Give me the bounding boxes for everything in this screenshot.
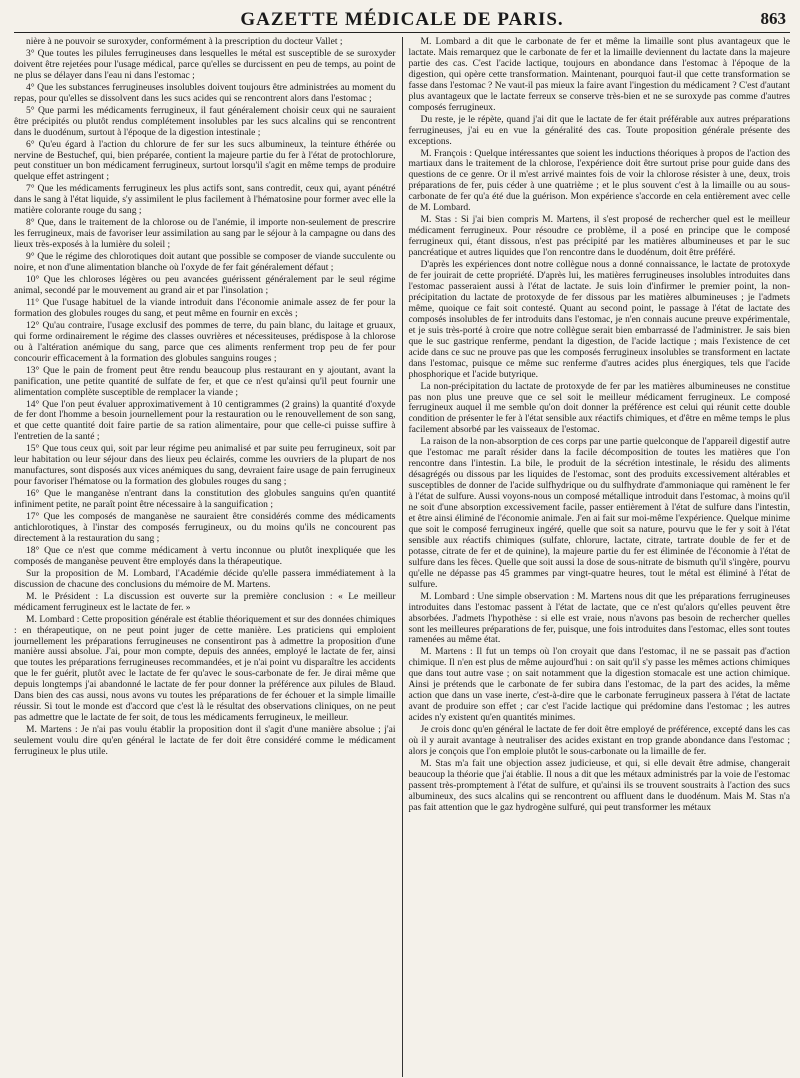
- paragraph: Du reste, je le répète, quand j'ai dit que le lactate de fer était préférable aux autres préparations ferrugineuses, j'ai eu en vue la généralité des cas. Toute proposition générale présente des exceptions.: [408, 113, 790, 147]
- paragraph: M. le Président : La discussion est ouverte sur la première conclusion : « Le meilleur médicament ferrugineux est le lactate de fer. »: [14, 590, 396, 613]
- right-column: [403, 37, 791, 1077]
- paragraph: 11° Que l'usage habituel de la viande introduit dans l'économie animale assez de fer pour la formation des globules rouges du sang, et peut même en fournir en excès ;: [14, 296, 396, 319]
- paragraph: 10° Que les chloroses légères ou peu avancées guérissent généralement par le seul régime animal, secondé par le mouvement au grand air et par l'insolation ;: [14, 274, 396, 296]
- paragraph: 15° Que tous ceux qui, soit par leur régime peu animalisé et par suite peu ferrugineux, soit par leur habitation ou leur séjour dans des lieux peu éclairés, comme les ouvriers de la plupart de nos manufactures, sont disposés aux vices anémiques du sang, devraient faire usage de pain ferrugineux pour favoriser l'hématose ou la formation des globules rouges du sang ;: [14, 443, 396, 488]
- page-number: 863: [760, 9, 786, 28]
- paragraph: 9° Que le régime des chlorotiques doit autant que possible se composer de viande succulente ou noire, et non d'une alimentation blanche où l'oxyde de fer fait généralement défaut ;: [14, 251, 396, 274]
- paragraph: 14° Que l'on peut évaluer approximativement à 10 centigrammes (2 grains) la quantité d'oxyde de fer dont l'homme a besoin journellement pour la restauration ou le renouvellement de son sang, et que cette quantité doit faire partie de sa ration alimentaire, pour que celle-ci puisse suffire à l'entretien de la santé ;: [14, 398, 396, 443]
- paragraph: M. Lombard : Cette proposition générale est établie théoriquement et sur des données chimiques : en thérapeutique, on ne peut point juger de cette manière. Les praticiens qui emploient journellement les préparations ferrugineuses ne consentiront pas à admettre la proposition d'une manière aussi absolue. J'ai, pour mon compte, depuis des années, employé le lactate de fer, ainsi que toutes les préparations ferrugineuses recommandées, et je n'ai point vu disparaître les accidents que le fer guérit, plutôt avec le lactate de fer qu'avec le sous-carbonate de fer. Je dirai même que depuis longtemps j'ai abandonné le lactate de fer pour donner la préférence aux pilules de Blaud. Dans bien des cas aussi, nous avons vu toutes les préparations de fer échouer et la simple limaille réussir. Si tout le monde est d'accord que c'est là le résultat des observations cliniques, on ne peut pas admettre que le lactate de fer soit, de tous les médicaments ferrugineux, le meilleur.: [14, 613, 396, 724]
- running-title: GAZETTE MÉDICALE DE PARIS.: [240, 9, 564, 30]
- paragraph: 13° Que le pain de froment peut être rendu beaucoup plus restaurant en y ajoutant, avant la panification, une petite quantité de sulfate de fer, et que ce n'est qu'ainsi qu'il peut fournir une alimentation complète susceptible de remplacer la viande ;: [14, 364, 396, 398]
- running-header: [14, 6, 790, 33]
- paragraph: D'après les expériences dont notre collègue nous a donné connaissance, le lactate de protoxyde de fer jouirait de cette propriété. D'après lui, les matières ferrugineuses insolubles introduites dans l'estomac passeraient aussi à l'état de lactate. Je suis loin d'infirmer le premier point, la non-précipitation du lactate de protoxyde de fer dissous par les matières albumineuses ; je l'admets même, quoique ce fait soit contesté. Quant au second point, le passage à l'état de lactate des composés insolubles de fer introduits dans l'estomac, je n'en connais aucune preuve expérimentale, et je suis très-porté à croire que notre collègue serait bien embarrassé de l'administrer. Je sais bien que le suc gastrique renferme, pendant la digestion, de l'acide lactique ; mais l'existence de cet acide dans ce suc ne prouve pas que les composés ferrugineux insolubles se transforment en lactate dans l'estomac, puisque ce même suc renferme d'autres acides plus énergiques, tels que l'acide phosphorique et l'acide butyrique.: [408, 259, 790, 380]
- two-column-body: [14, 37, 790, 1077]
- paragraph: M. François : Quelque intéressantes que soient les inductions théoriques à propos de l'action des martiaux dans le traitement de la chlorose, l'expérience doit être surtout prise pour guide dans des questions de ce genre. Or il m'est arrivé maintes fois de voir la chlorose résister à une, deux, trois préparations de fer, puis céder à une quatrième ; et le plus souvent c'est à la limaille ou au sous-carbonate de fer qu'a été due la guérison. Mon expérience s'accorde en cela entièrement avec celle de M. Lombard.: [408, 147, 790, 214]
- paragraph: 7° Que les médicaments ferrugineux les plus actifs sont, sans contredit, ceux qui, ayant pénétré dans le sang à l'état liquide, s'y assimilent le plus facilement à l'hématosine pour former avec elle la matière colorante rouge du sang ;: [14, 183, 396, 217]
- paragraph: M. Martens : Je n'ai pas voulu établir la proposition dont il s'agit d'une manière absolue ; j'ai seulement voulu dire qu'en général le lactate de fer doit être considéré comme le médicament ferrugineux le plus utile.: [14, 724, 396, 758]
- paragraph: Sur la proposition de M. Lombard, l'Académie décide qu'elle passera immédiatement à la discussion de chacune des conclusions du mémoire de M. Martens.: [14, 567, 396, 590]
- paragraph: 5° Que parmi les médicaments ferrugineux, il faut généralement choisir ceux qui ne sauraient être précipités ou plutôt rendus complétement insolubles par les sucs alcalins qui se rencontrent dans le duodénum, surtout à l'époque de la digestion intestinale ;: [14, 104, 396, 138]
- paragraph: Je crois donc qu'en général le lactate de fer doit être employé de préférence, excepté dans les cas où il y aurait avantage à neutraliser des acides existant en trop grande abondance dans l'estomac ; alors je conçois que l'on emploie plutôt le sous-carbonate ou la limaille de fer.: [408, 724, 790, 757]
- paragraph: 4° Que les substances ferrugineuses insolubles doivent toujours être administrées au moment du repas, pour qu'elles se dissolvent dans les sucs acides qui se rencontrent alors dans l'estomac ;: [14, 81, 396, 104]
- paragraph: 6° Qu'eu égard à l'action du chlorure de fer sur les sucs albumineux, la teinture éthérée ou nervine de Bestuchef, qui, bien préparée, contient la majeure partie du fer à l'état de protochlorure, peut constituer un bon médicament ferrugineux, surtout lorsqu'il s'agit en même temps de produire quelque effet astringent ;: [14, 138, 396, 183]
- paragraph: La non-précipitation du lactate de protoxyde de fer par les matières albumineuses ne constitue pas non plus une preuve que ce sel soit le meilleur médicament ferrugineux. Le composé ferrugineux auquel il me semble qu'on doit donner la préférence est celui qui réunit cette double condition de présenter le fer à l'état sensible aux réactifs chimiques, et d'être en même temps le plus facilement absorbé par les vaisseaux de l'estomac.: [408, 380, 790, 436]
- paragraph: M. Martens : Il fut un temps où l'on croyait que dans l'estomac, il ne se passait pas d'action chimique. Il n'en est plus de même aujourd'hui : on sait qu'il s'y passe les mêmes actions chimiques que dans tout autre vase ; on sait notamment que la digestion stomacale est une action chimique. Ainsi je prétends que le carbonate de fer subira dans l'estomac, de la part des acides, la même action que dans un vase inerte, c'est-à-dire que le carbonate ferrugineux passera à l'état de lactate avant de produire son effet ; car c'est l'acide lactique qui prédomine dans l'estomac ; les autres acides n'y existent qu'en quantités minimes.: [408, 646, 790, 724]
- paragraph: La raison de la non-absorption de ces corps par une partie quelconque de l'appareil digestif autre que l'estomac me paraît résider dans la facile décomposition de toutes les matières que l'on rencontre dans l'intestin. La bile, le produit de la sécrétion intestinale, le résidu des aliments désagrégés ou dissous par les liquides de l'estomac, sont des produits excessivement altérables et susceptibles de donner de l'acide sulfhydrique ou du sulfhydrate d'ammoniaque qui ramènent le fer à l'état de sulfure. Aussi voyons-nous un composé métallique introduit dans l'estomac, à moins qu'il ne soit d'une absorption excessivement facile, passer entièrement à l'état de sulfure dans l'intestin, et être ainsi éliminé de l'économie animale. J'en ai fait sur moi-même l'expérience. Quelque minime que soit le composé ferrugineux ingéré, quelle que soit sa nature, pourvu que le fer y soit à l'état sensible aux réactifs chimiques (sulfate, chlorure, lactate, citrate, tartrate double de fer et de potasse, citrate de fer et de quinine), la majeure partie du fer est éliminée de l'économie à l'état de sulfure dans les fèces. Quelle que soit aussi la dose de sous-nitrate de bismuth qu'il s'ingère, pourvu qu'elle ne dépasse pas 45 grammes par vingt-quatre heures, tout le métal est éliminé à l'état de sulfure.: [408, 436, 790, 590]
- paragraph: nière à ne pouvoir se suroxyder, conformément à la prescription du docteur Vallet ;: [26, 37, 343, 47]
- paragraph: 16° Que le manganèse n'entrant dans la constitution des globules sanguins qu'en quantité infiniment petite, ne paraît point être nécessaire à la sanguification ;: [14, 488, 396, 511]
- paragraph: M. Stas m'a fait une objection assez judicieuse, et qui, si elle devait être admise, changerait beaucoup la théorie que j'ai établie. Il nous a dit que les métaux administrés par la voie de l'estomac passent très-promptement à l'état de sulfure, et qu'ainsi ils se trouvent soustraits à l'action des sucs albumineux, des sucs alcalins qui se rencontrent ou affluent dans le duodénum. Mais M. Stas n'a pas fait attention que le gaz hydrogène sulfuré, qui peut transformer les métaux: [408, 757, 790, 813]
- paragraph: 17° Que les composés de manganèse ne sauraient être considérés comme des médicaments antichlorotiques, à l'instar des composés ferrugineux, ou du moins qu'ils ne concourent pas directement à la restauration du sang ;: [14, 511, 396, 544]
- paragraph: 8° Que, dans le traitement de la chlorose ou de l'anémie, il importe non-seulement de prescrire les ferrugineux, mais de favoriser leur assimilation au sang par le séjour à la campagne ou dans des lieux très-exposés à la lumière du soleil ;: [14, 217, 396, 251]
- paragraph: 18° Que ce n'est que comme médicament à vertu inconnue ou plutôt inexpliquée que les composés de manganèse peuvent être employés dans la thérapeutique.: [14, 544, 396, 567]
- paragraph: M. Stas : Si j'ai bien compris M. Martens, il s'est proposé de rechercher quel est le meilleur médicament ferrugineux. Pour résoudre ce problème, il a posé en principe que le composé ferrugineux qui, étant dissous, n'est pas précipité par les matières albumineuses et par le suc pancréatique et autres liquides que l'on rencontre dans le duodénum, doit être préféré.: [408, 214, 790, 259]
- left-column: [14, 37, 402, 1077]
- paragraph: 12° Qu'au contraire, l'usage exclusif des pommes de terre, du pain blanc, du laitage et gruaux, qui forme ordinairement le régime des classes ouvrières et nécessiteuses, prédispose à la chlorose ou à l'altération anémique du sang, parce que ces aliments renferment trop peu de fer pour concourir efficacement à la formation des globules sanguins rouges ;: [14, 319, 396, 364]
- paragraph: M. Lombard a dit que le carbonate de fer et même la limaille sont plus avantageux que le lactate. Mais remarquez que le carbonate de fer et la limaille deviennent du lactate dans la majeure partie des cas. C'est l'acide lactique, toujours en abondance dans l'estomac à l'époque de la digestion, qui opère cette transformation. Maintenant, pourquoi faut-il que cette transformation se fasse dans l'estomac ? Ne vaut-il pas mieux la faire avant l'ingestion du médicament ? C'est d'autant plus avantageux que le lactate ferreux se conserve très-bien et ne se suroxyde pas comme d'autres composés ferrugineux.: [408, 37, 790, 113]
- paragraph: M. Lombard : Une simple observation : M. Martens nous dit que les préparations ferrugineuses introduites dans l'estomac passent à l'état de lactate, que ce n'est qu'alors qu'elles peuvent être absorbées. J'admets l'hypothèse : si elle est vraie, nous n'avons pas besoin de rechercher quelles sont les meilleures préparations de fer, puisque, une fois introduites dans l'estomac, elles sont toutes ramenées au même état.: [408, 590, 790, 646]
- paragraph: 3° Que toutes les pilules ferrugineuses dans lesquelles le métal est susceptible de se suroxyder doivent être rejetées pour l'usage médical, parce qu'elles se durcissent en peu de temps, au point de ne plus se délayer dans l'eau ni dans l'estomac ;: [14, 47, 396, 81]
